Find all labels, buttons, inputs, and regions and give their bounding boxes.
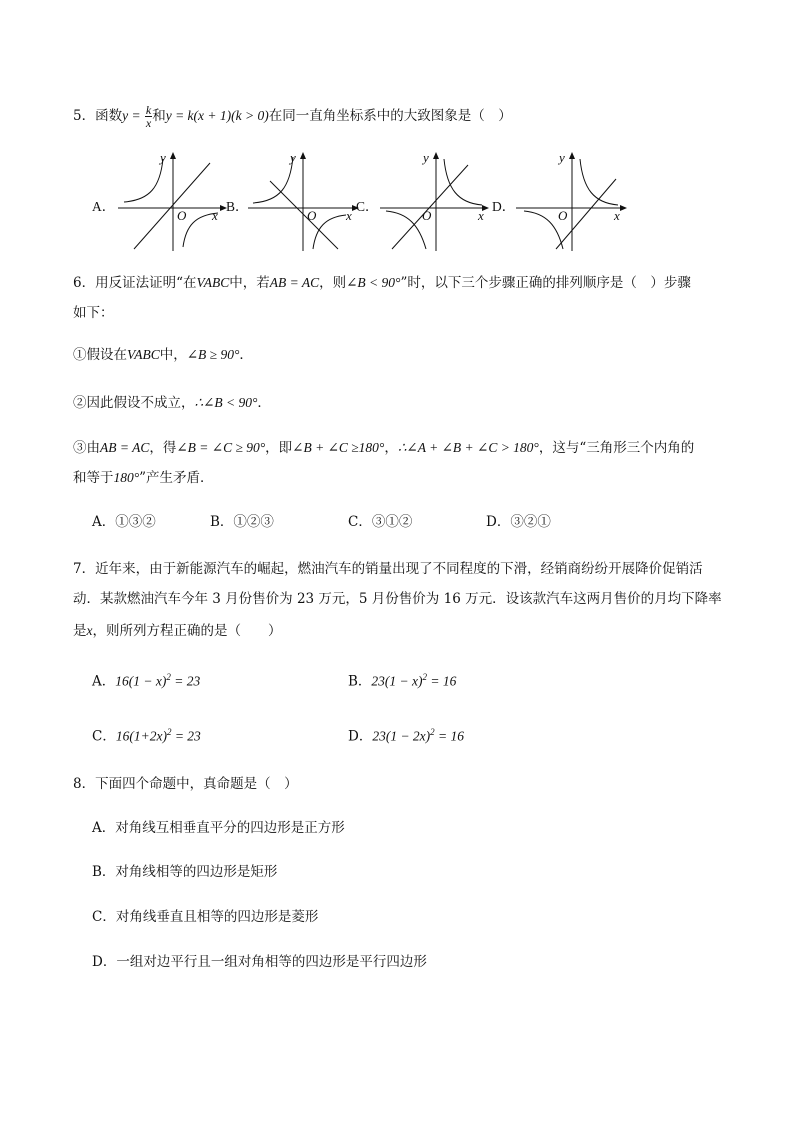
q5-graph-b-x: x xyxy=(346,208,352,223)
q6-step3-num: ③ xyxy=(73,440,87,456)
q7-option-b-label: B． xyxy=(348,673,372,690)
q5-option-b-label: B． xyxy=(226,199,249,214)
q6-step3-b: ，得 xyxy=(149,440,177,456)
q6-step3-d: ， xyxy=(384,440,398,456)
q5-graph-b-y: y xyxy=(290,150,296,165)
q7-option-d-rhs: = 16 xyxy=(434,728,465,744)
q7-option-d-formula: 23(1 − 2x) xyxy=(372,728,431,744)
q5-graph-c-x: x xyxy=(478,208,484,223)
q6-step3-line1 xyxy=(73,441,694,456)
q7-option-b-exp: 2 xyxy=(422,672,428,682)
q8-option-c: C．对角线垂直且相等的四边形是菱形 xyxy=(92,909,319,925)
q5-graph-d-origin: O xyxy=(558,208,568,223)
q6-line1-d: ”时，以下三个步骤正确的排列顺序是（ ）步骤 xyxy=(400,275,691,291)
q7-line2: 动．某款燃油汽车今年 3 月份售价为 23 万元，5 月份售价为 16 万元．设该款汽车这两月售价的月均下降率 xyxy=(73,591,722,607)
q7-line1: 7．近年来，由于新能源汽车的崛起，燃油汽车的销量出现了不同程度的下滑，经销商纷纷开展降价促销活 xyxy=(73,561,703,577)
q5-graph-a xyxy=(118,153,226,251)
q5-graph-b xyxy=(248,153,358,251)
q7-option-a xyxy=(92,673,200,689)
q6-cond1: AB = AC xyxy=(269,275,320,290)
q6-step3-f2: ∠B = ∠C ≥ 90° xyxy=(176,440,266,455)
q5-frac-num: k xyxy=(145,103,152,117)
q7-option-a-label: A． xyxy=(92,673,116,690)
q6-step3-line2 xyxy=(73,471,214,486)
q6-step3-f1: AB = AC xyxy=(100,440,150,455)
q7-option-d xyxy=(348,728,464,744)
q5-and: 和 xyxy=(152,108,166,124)
q6-stem-line1 xyxy=(73,276,691,291)
q7-option-a-formula: 16(1 − x) xyxy=(115,673,167,689)
q6-line1-a: 6．用反证法证明“在 xyxy=(73,275,197,291)
q5-graph-a-x: x xyxy=(212,208,218,223)
q7-option-c-exp: 2 xyxy=(166,727,172,737)
q6-step3-c: ，即 xyxy=(265,440,293,456)
q5-graph-c xyxy=(380,153,488,251)
q5-graph-d-x: x xyxy=(614,208,620,223)
q6-step2-end: ． xyxy=(257,395,271,411)
q6-stem-line2: 如下： xyxy=(73,305,114,321)
q5-graph-a-origin: O xyxy=(177,208,187,223)
q7-option-c-label: C． xyxy=(92,728,116,745)
q6-step1-formula: ∠B ≥ 90° xyxy=(186,347,240,362)
q5-graph-d xyxy=(516,153,626,251)
q6-step2 xyxy=(73,396,271,411)
q5-option-c-label: C． xyxy=(356,199,379,214)
q7-option-b-formula: 23(1 − x) xyxy=(371,673,423,689)
q5-text-suffix: 在同一直角坐标系中的大致图象是（ ） xyxy=(268,108,512,124)
q6-step1-end: ． xyxy=(239,347,253,363)
q5-number: 5． xyxy=(73,108,96,124)
q7-option-d-label: D． xyxy=(348,728,373,745)
q6-step2-formula: ∴∠B < 90° xyxy=(194,395,258,410)
q6-step3-line2-f: 180° xyxy=(113,470,140,485)
q8-option-d: D．一组对边平行且一组对角相等的四边形是平行四边形 xyxy=(92,954,427,970)
q7-option-a-exp: 2 xyxy=(166,672,171,682)
q5-graph-a-y: y xyxy=(160,150,166,165)
q6-step3-a: 由 xyxy=(86,440,100,456)
q6-step3-line2-a: 和等于 xyxy=(73,470,114,486)
q6-step3-e: ，这与“三角形三个内角的 xyxy=(538,440,695,456)
q8-option-a: A．对角线互相垂直平分的四边形是正方形 xyxy=(92,820,345,836)
q5-graph-b-origin: O xyxy=(307,208,317,223)
q6-step1-num: ① xyxy=(73,347,87,363)
q6-option-b: B．①②③ xyxy=(210,514,274,530)
q6-step2-a: 因此假设不成立， xyxy=(86,395,195,411)
q5-graph-c-origin: O xyxy=(422,208,432,223)
q6-option-a: A．①③② xyxy=(92,514,156,530)
q7-option-b xyxy=(348,673,456,689)
q7-option-c-formula: 16(1+2x) xyxy=(115,728,167,744)
q6-step1-b: 中， xyxy=(159,347,187,363)
q6-step2-num: ② xyxy=(73,395,87,411)
q6-step3-f3: ∠B + ∠C ≥180° xyxy=(292,440,385,455)
q6-line1-c: ，则 xyxy=(319,275,347,291)
q6-triangle: VABC xyxy=(196,275,230,290)
q5-graph-d-y: y xyxy=(559,150,565,165)
q5-text-prefix: 函数 xyxy=(95,108,123,124)
q5-graph-c-y: y xyxy=(423,150,429,165)
q7-line3-x: x xyxy=(86,623,93,638)
q5-frac-den: x xyxy=(145,116,152,130)
q6-step3-f4: ∴∠A + ∠B + ∠C > 180° xyxy=(397,440,539,455)
q6-step3-line2-b: ”产生矛盾． xyxy=(139,470,214,486)
q7-line3-a: 是 xyxy=(73,623,87,639)
q5-option-d-label: D． xyxy=(492,199,516,214)
q7-line3-b: ，则所列方程正确的是（ ） xyxy=(92,623,282,639)
q5-formula2: y = k(x + 1)(k > 0) xyxy=(165,108,269,123)
q7-option-d-exp: 2 xyxy=(430,727,435,737)
q6-step1-tri: VABC xyxy=(127,347,160,362)
q7-option-b-rhs: = 16 xyxy=(427,673,457,689)
q8-option-b: B．对角线相等的四边形是矩形 xyxy=(92,864,278,880)
q6-line1-b: 中，若 xyxy=(229,275,270,291)
q8-title: 8．下面四个命题中，真命题是（ ） xyxy=(73,776,298,792)
q5-option-a-label: A． xyxy=(92,199,116,214)
q5-graphs xyxy=(0,145,794,255)
q6-option-c: C．③①② xyxy=(348,514,413,530)
q7-line3 xyxy=(73,624,282,639)
q6-cond2: ∠B < 90° xyxy=(346,275,401,290)
q6-option-d: D．③②① xyxy=(486,514,551,530)
q5-formula1-lhs: y = xyxy=(122,108,141,123)
q5-stem xyxy=(73,104,512,129)
q7-option-a-rhs: = 23 xyxy=(170,673,201,689)
q7-option-c-rhs: = 23 xyxy=(171,728,201,744)
q6-step1 xyxy=(73,348,253,363)
q7-option-c xyxy=(92,728,201,744)
q6-step1-a: 假设在 xyxy=(86,347,127,363)
